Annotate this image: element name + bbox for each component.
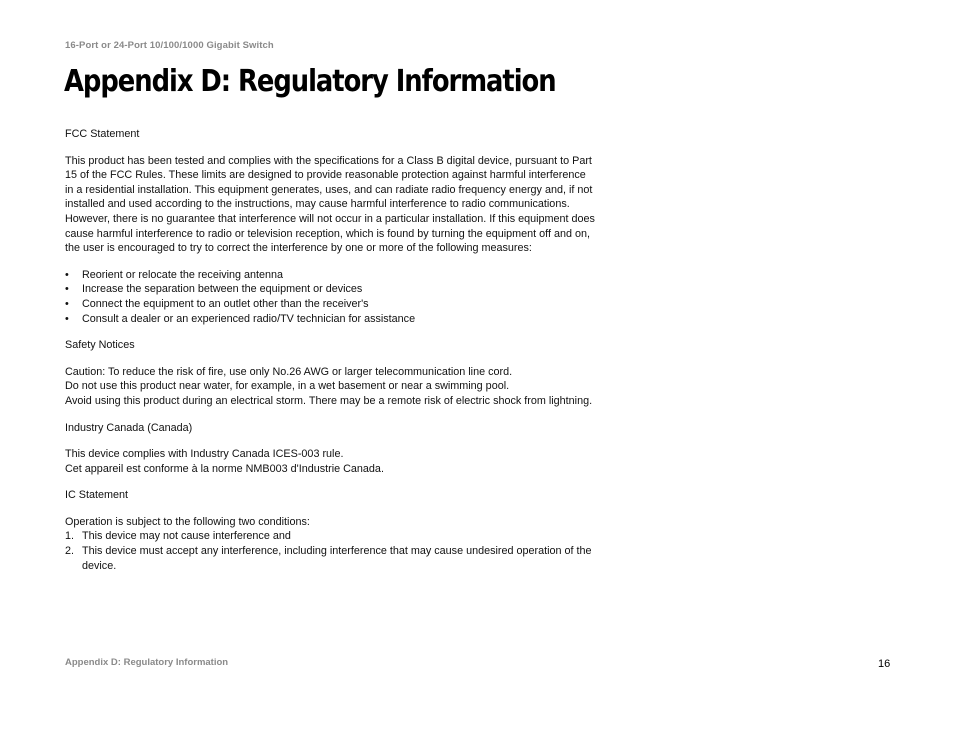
- footer-section-label: Appendix D: Regulatory Information: [65, 657, 229, 668]
- bullet-icon: •: [65, 283, 69, 296]
- ic-conditions-list: [65, 529, 595, 573]
- safety-heading: Safety Notices: [65, 339, 135, 352]
- list-item: • Consult a dealer or an experienced radio/TV technician for assistance: [65, 312, 416, 325]
- industry-canada-line: This device complies with Industry Canada ICES-003 rule.: [65, 448, 344, 461]
- bullet-icon: •: [65, 312, 69, 325]
- list-item: 1. This device may not cause interference and: [65, 530, 291, 543]
- list-item: • Connect the equipment to an outlet other than the receiver's: [65, 297, 369, 310]
- industry-canada-line: Cet appareil est conforme à la norme NMB003 d'Industrie Canada.: [65, 462, 384, 475]
- page-number: 16: [878, 658, 891, 670]
- safety-line: Avoid using this product during an electrical storm. There may be a remote risk of electric shock from lightning.: [65, 394, 593, 407]
- running-header: 16-Port or 24-Port 10/100/1000 Gigabit Switch: [65, 40, 274, 51]
- fcc-measures-list: [65, 268, 595, 326]
- safety-line: Do not use this product near water, for example, in a wet basement or near a swimming pool.: [65, 380, 510, 393]
- fcc-paragraph: This product has been tested and complies with the specifications for a Class B digital device, pursuant to Part 15 of the FCC Rules. These limits are designed to provide reasonable protection against harmful interference in a residential installation. This equipment generates, uses, and can radiate radio frequency energy and, if not installed and used according to the instructions, may cause harmful interference to radio communications. However, there is no guarantee that interference will not occur in a particular installation. If this equipment does cause harmful interference to radio or television reception, which is found by turning the equipment off and on, the user is encouraged to try to correct the interference by one or more of the following measures:: [65, 154, 595, 255]
- safety-line: Caution: To reduce the risk of fire, use only No.26 AWG or larger telecommunication line cord.: [65, 365, 513, 378]
- fcc-heading: FCC Statement: [65, 128, 140, 140]
- document-body: [65, 127, 595, 573]
- ic-intro: Operation is subject to the following two conditions:: [65, 515, 310, 528]
- list-item: • Increase the separation between the equipment or devices: [65, 283, 363, 296]
- page-title: Appendix D: Regulatory Information: [64, 64, 556, 99]
- bullet-icon: •: [65, 297, 69, 310]
- industry-canada-heading: Industry Canada (Canada): [65, 421, 193, 434]
- bullet-icon: •: [65, 268, 69, 281]
- ic-heading: IC Statement: [65, 489, 129, 502]
- list-item: • Reorient or relocate the receiving antenna: [65, 268, 284, 281]
- list-item: 2. This device must accept any interference, including interference that may cause undesired operation of the device.: [65, 545, 592, 572]
